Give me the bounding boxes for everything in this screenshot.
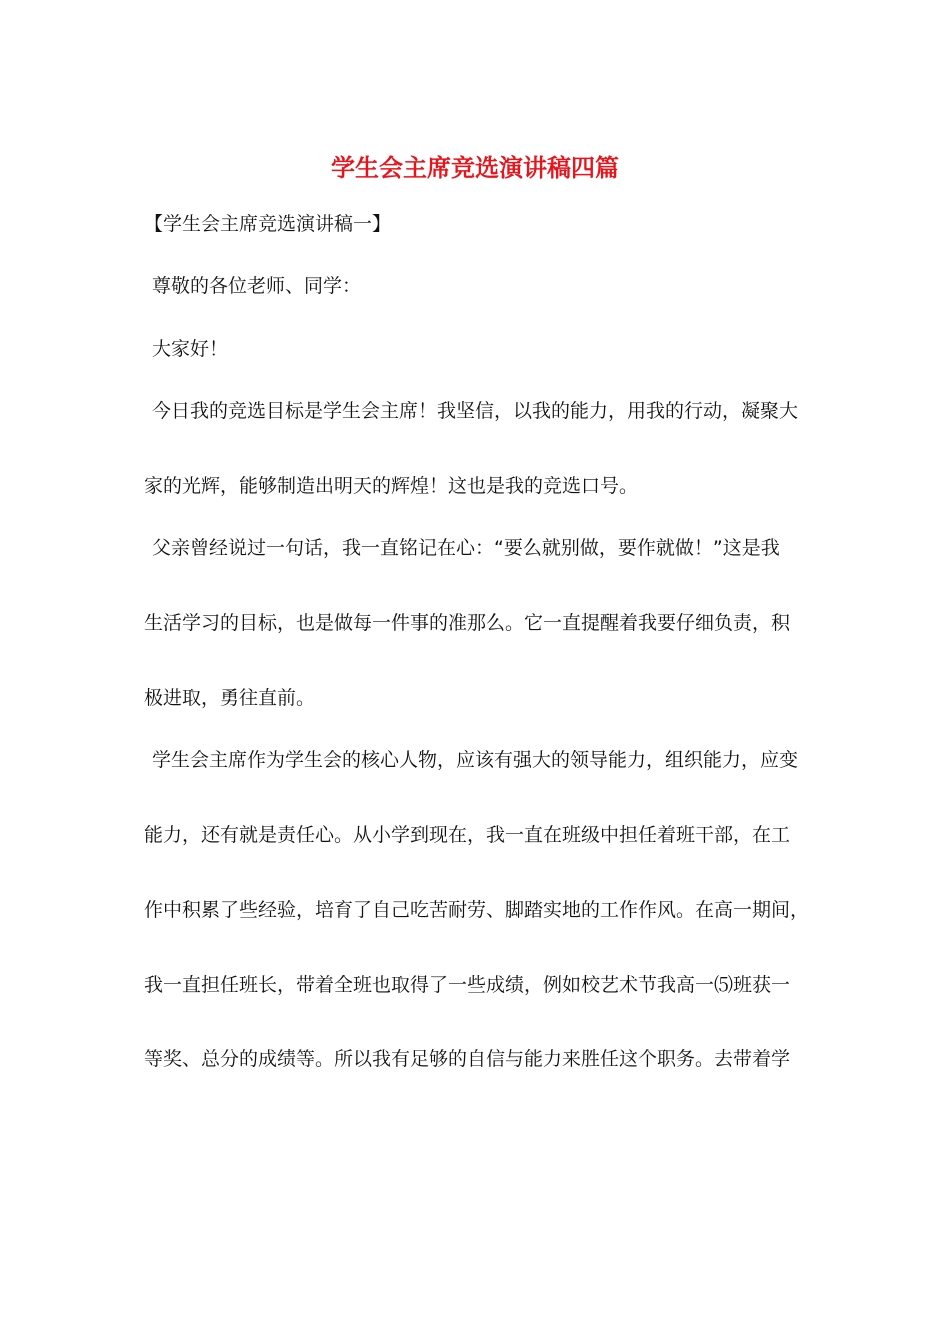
paragraph-line: 极进取，勇往直前。 xyxy=(144,687,316,709)
paragraph-line: 学生会主席作为学生会的核心人物，应该有强大的领导能力，组织能力，应变 xyxy=(152,749,799,771)
paragraph-line: 我一直担任班长，带着全班也取得了一些成绩，例如校艺术节我高一⑸班获一 xyxy=(144,974,791,996)
salutation: 尊敬的各位老师、同学： xyxy=(152,275,362,297)
paragraph-line: 今日我的竞选目标是学生会主席！我坚信，以我的能力，用我的行动，凝聚大 xyxy=(152,400,799,422)
paragraph-line: 作中积累了些经验，培育了自己吃苦耐劳、脚踏实地的工作作风。在高一期间， xyxy=(144,899,810,921)
document-title: 学生会主席竞选演讲稿四篇 xyxy=(331,153,619,182)
section-heading: 【学生会主席竞选演讲稿一】 xyxy=(144,213,392,235)
greeting: 大家好！ xyxy=(152,338,229,360)
paragraph-line: 生活学习的目标，也是做每一件事的准那么。它一直提醒着我要仔细负责，积 xyxy=(144,612,791,634)
paragraph-line: 能力，还有就是责任心。从小学到现在，我一直在班级中担任着班干部，在工 xyxy=(144,824,791,846)
paragraph-line: 父亲曾经说过一句话，我一直铭记在心：“要么就别做，要作就做！”这是我 xyxy=(152,537,780,559)
paragraph-line: 家的光辉，能够制造出明天的辉煌！这也是我的竞选口号。 xyxy=(144,475,639,497)
paragraph-line: 等奖、总分的成绩等。所以我有足够的自信与能力来胜任这个职务。去带着学 xyxy=(144,1048,791,1070)
